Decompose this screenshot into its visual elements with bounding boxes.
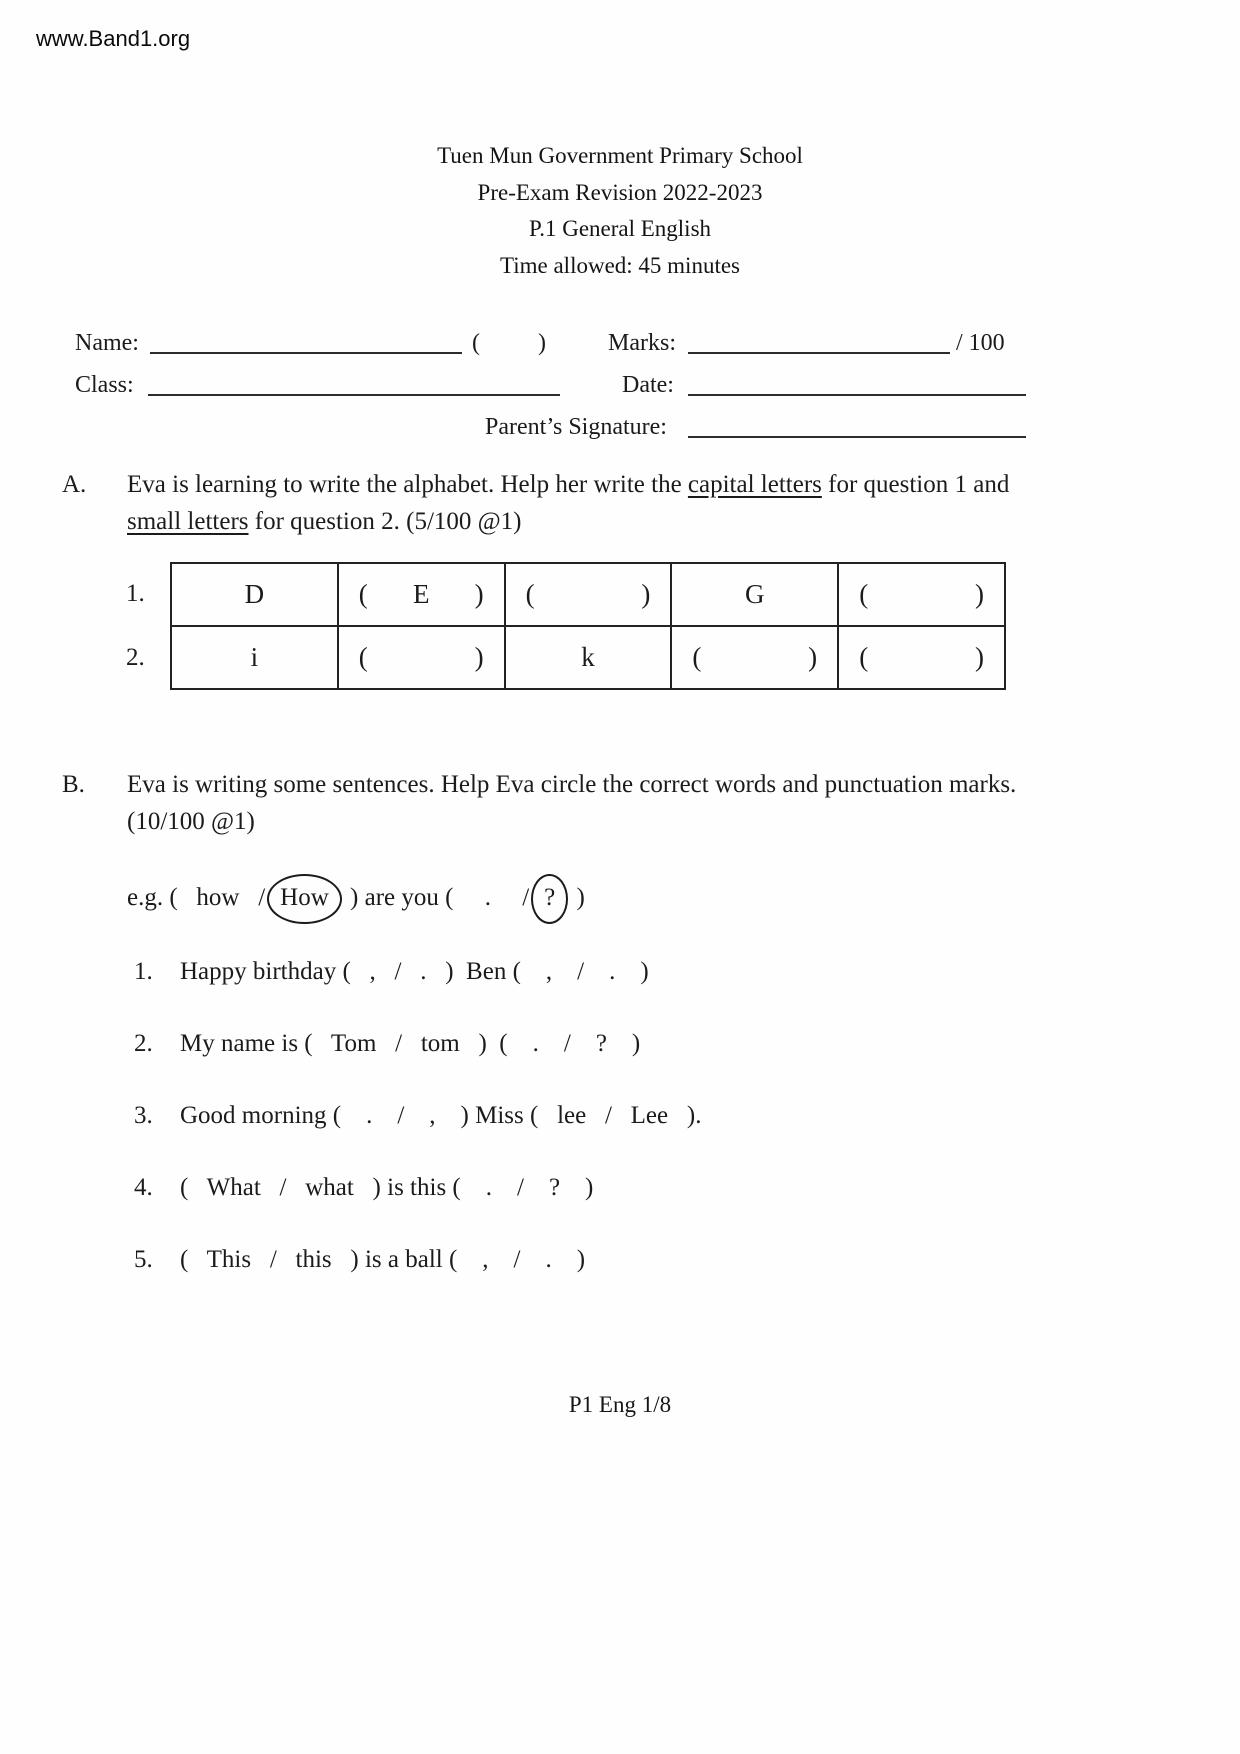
marks-field-line	[688, 322, 950, 354]
question-item-5	[134, 1242, 1240, 1277]
question-text: Happy birthday ( , / . ) Ben ( , / . )	[180, 958, 649, 985]
page-footer: P1 Eng 1/8	[568, 1392, 672, 1417]
circled-answer-word: How	[267, 874, 342, 924]
student-info-form	[0, 328, 1240, 450]
section-b-instructions: Eva is writing some sentences. Help Eva circle the correct words and punctuation marks. (10/100 @1)	[127, 771, 1017, 835]
row-number-1: 1.	[126, 580, 145, 607]
class-field-line	[148, 364, 560, 396]
cell-letter: k	[581, 642, 595, 672]
question-item-3	[134, 1098, 1240, 1133]
question-item-4	[134, 1170, 1240, 1205]
cell-open-paren: (	[525, 579, 535, 609]
section-b-questions	[134, 954, 1240, 1277]
section-a-text-2: for question 1 and	[821, 471, 1010, 498]
question-number: 4.	[134, 1174, 153, 1201]
alphabet-cell-1-1	[171, 563, 338, 626]
alphabet-cell-1-5	[838, 563, 1005, 626]
question-text: Good morning ( . / , ) Miss ( lee / Lee ).	[180, 1102, 702, 1129]
alphabet-row-numbers	[126, 562, 170, 690]
alphabet-table-row-2	[171, 626, 1005, 689]
cell-open-paren: (	[358, 579, 368, 609]
name-label: Name:	[75, 330, 139, 356]
cell-close-paren: )	[808, 642, 818, 672]
subject-title: P.1 General English	[528, 216, 712, 241]
marks-total: / 100	[956, 330, 1005, 356]
alphabet-cell-2-4	[671, 626, 838, 689]
question-item-2	[134, 1026, 1240, 1061]
section-a-label: A.	[62, 471, 87, 498]
cell-letter: G	[745, 579, 765, 609]
section-a-heading	[62, 466, 1047, 540]
section-a-underlined-small-letters: small letters	[127, 508, 249, 535]
alphabet-exercise	[126, 562, 1240, 690]
alphabet-cell-2-5	[838, 626, 1005, 689]
example-suffix: )	[570, 884, 585, 911]
cell-open-paren: (	[859, 579, 869, 609]
section-b-label: B.	[62, 771, 85, 798]
alphabet-table	[170, 562, 1006, 690]
cell-open-paren: (	[859, 642, 869, 672]
cell-letter: i	[250, 642, 259, 672]
cell-close-paren: )	[474, 579, 484, 609]
cell-close-paren: )	[975, 579, 984, 609]
marks-label: Marks:	[608, 330, 676, 356]
exam-title: Pre-Exam Revision 2022-2023	[477, 179, 763, 205]
date-field-line	[688, 364, 1026, 396]
question-text: ( This / this ) is a ball ( , / . )	[180, 1246, 586, 1273]
class-number-paren-open: (	[472, 330, 480, 356]
row-number-2: 2.	[126, 644, 145, 671]
question-number: 5.	[134, 1246, 153, 1273]
circled-answer-mark: ?	[531, 874, 568, 924]
cell-close-paren: )	[474, 642, 484, 672]
cell-open-paren: (	[692, 642, 702, 672]
alphabet-cell-1-3	[505, 563, 672, 626]
cell-close-paren: )	[975, 642, 984, 672]
alphabet-cell-2-1	[171, 626, 338, 689]
example-prefix: e.g. ( how /	[127, 884, 266, 911]
class-number-paren-close: )	[538, 330, 546, 356]
cell-letter: E	[412, 579, 430, 609]
alphabet-cell-1-4	[671, 563, 838, 626]
question-number: 1.	[134, 958, 153, 985]
section-a-text-3: for question 2. (5/100 @1)	[248, 508, 522, 535]
cell-open-paren: (	[358, 642, 368, 672]
section-b-heading	[62, 766, 1047, 840]
alphabet-table-row-1	[171, 563, 1005, 626]
class-label: Class:	[75, 372, 134, 398]
section-a-underlined-capital-letters: capital letters	[687, 471, 822, 498]
date-label: Date:	[622, 372, 674, 398]
alphabet-cell-2-2	[338, 626, 505, 689]
alphabet-cell-2-3	[505, 626, 672, 689]
question-item-1	[134, 954, 1240, 989]
section-a-text-1: Eva is learning to write the alphabet. Help her write the	[127, 471, 688, 498]
time-allowed: Time allowed: 45 minutes	[499, 252, 740, 278]
example-middle: ) are you ( . /	[343, 884, 530, 911]
question-text: My name is ( Tom / tom ) ( . / ? )	[180, 1030, 641, 1057]
cell-close-paren: )	[641, 579, 651, 609]
school-name: Tuen Mun Government Primary School	[437, 143, 803, 168]
name-field-line	[150, 322, 462, 354]
alphabet-cell-1-2	[338, 563, 505, 626]
question-number: 2.	[134, 1030, 153, 1057]
question-number: 3.	[134, 1102, 153, 1129]
signature-field-line	[688, 406, 1026, 438]
parent-signature-label: Parent’s Signature:	[485, 414, 667, 440]
watermark: www.Band1.org	[36, 26, 191, 51]
section-a-instructions	[127, 466, 1047, 540]
example-sentence	[127, 874, 1240, 924]
cell-letter: D	[244, 579, 265, 609]
question-text: ( What / what ) is this ( . / ? )	[180, 1174, 594, 1201]
